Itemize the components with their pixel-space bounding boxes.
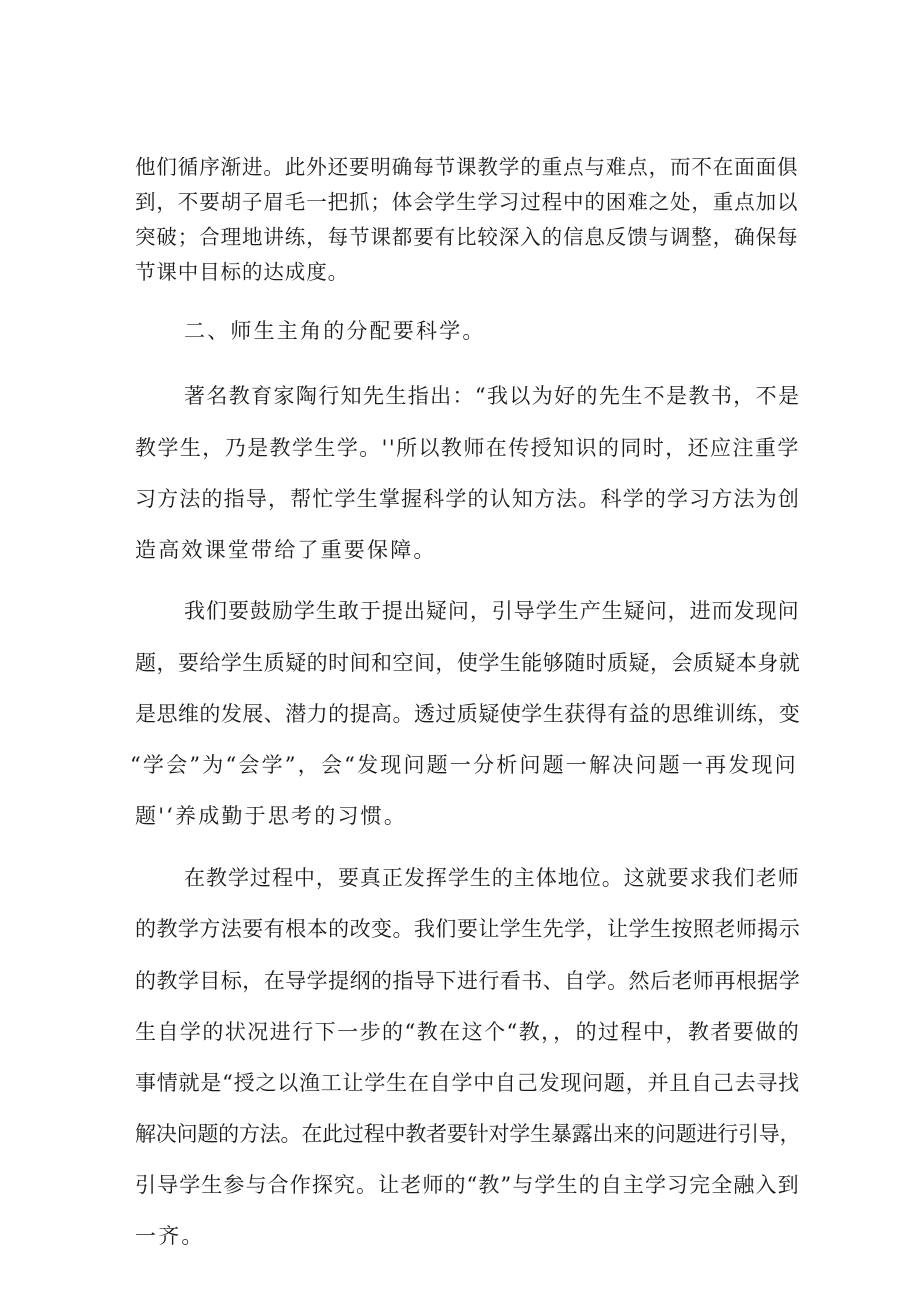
text-line: “学会”为“会学”，会“发现问题一分析问题一解决问题一再发现问 <box>130 753 798 777</box>
text-line: 习方法的指导，帮忙学生掌握科学的认知方法。科学的学习方法为创 <box>135 487 800 511</box>
text-line: 是思维的发展、潜力的提高。透过质疑使学生获得有益的思维训练，变 <box>135 702 801 726</box>
text-line: 生自学的状况进行下一步的“教在这个“教，，的过程中，教者要做的 <box>135 1020 801 1044</box>
text-line: 的教学方法要有根本的改变。我们要让学生先学，让学生按照老师揭示 <box>135 917 801 941</box>
text-line: 我们要鼓励学生敢于提出疑问，引导学生产生疑问，进而发现问 <box>184 599 800 623</box>
heading-text: 二、师生主角的分配要科学。 <box>184 319 486 343</box>
text-line: 造高效课堂带给了重要保障。 <box>135 538 437 562</box>
text-line: 题'‘养成勤于思考的习惯。 <box>135 804 408 828</box>
text-line: 在教学过程中，要真正发挥学生的主体地位。这就要求我们老师 <box>184 866 800 890</box>
text-line: 题，要给学生质疑的时间和空间，使学生能够随时质疑，会质疑本身就 <box>135 651 801 675</box>
text-line: 突破；合理地讲练，每节课都要有比较深入的信息反馈与调整，确保每 <box>135 225 799 249</box>
text-line: 引导学生参与合作探究。让老师的“教”与学生的自主学习完全融入到 <box>135 1173 800 1197</box>
text-line: 教学生，乃是教学生学。''所以教师在传授知识的同时，还应注重学 <box>135 436 800 460</box>
text-line: 著名教育家陶行知先生指出：“我以为好的先生不是教书，不是 <box>184 384 801 408</box>
text-line: 的教学目标，在导学提纲的指导下进行看书、自学。然后老师再根据学 <box>135 969 801 993</box>
text-line: 事情就是“授之以渔工让学生在自学中自己发现问题，并且自己去寻找 <box>135 1071 800 1095</box>
text-line: 他们循序渐进。此外还要明确每节课教学的重点与难点，而不在面面俱 <box>135 155 799 179</box>
text-line: 到，不要胡子眉毛一把抓；体会学生学习过程中的困难之处，重点加以 <box>135 190 799 214</box>
text-line: 一齐。 <box>135 1224 205 1248</box>
text-line: 节课中目标的达成度。 <box>135 260 349 284</box>
text-line: 解决问题的方法。在此过程中教者要针对学生暴露出来的问题进行引导， <box>135 1122 801 1146</box>
